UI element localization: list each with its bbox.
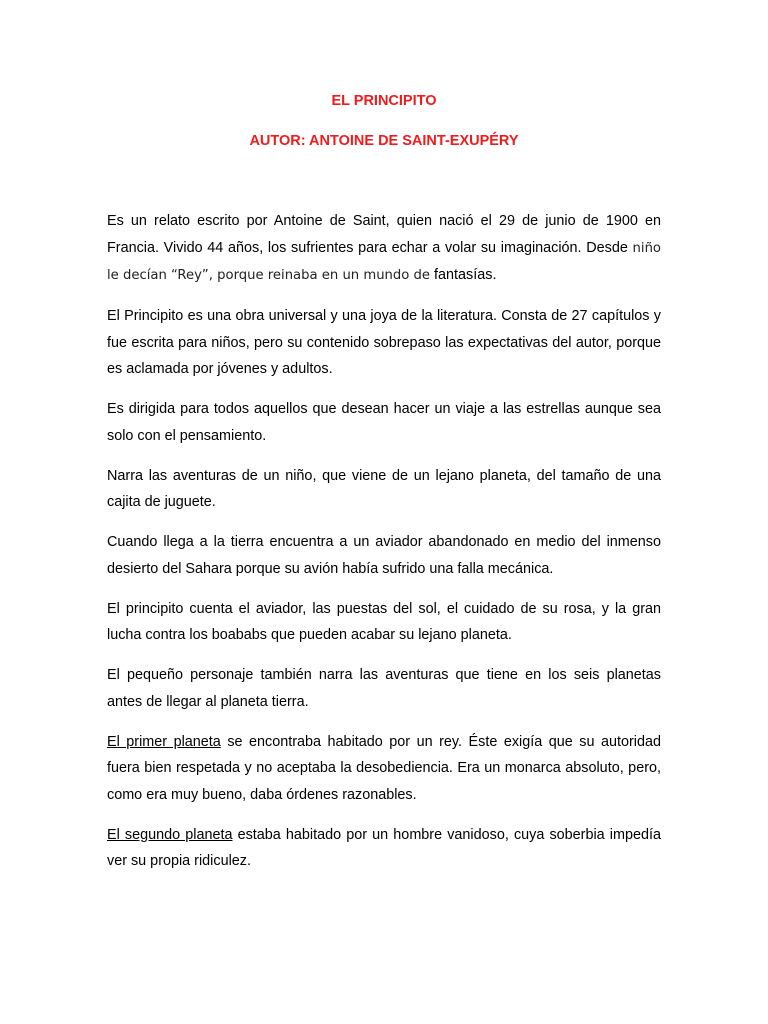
document-body [107, 208, 661, 888]
paragraph-9 [107, 822, 661, 875]
second-planet-heading: El segundo planeta [107, 826, 233, 843]
paragraph-6: El principito cuenta el aviador, las puestas del sol, el cuidado de su rosa, y la gran lucha contra los boababs que pueden acabar su lejano planeta. [107, 600, 661, 643]
paragraph-1-part-b: niño le decían “Rey”, porque reinaba en un mundo de [107, 240, 661, 283]
paragraph-2: El Principito es una obra universal y una joya de la literatura. Consta de 27 capítulos y fue escrita para niños, pero su contenido sobrepaso las expectativas del autor, porque es aclamada por jóvenes y adultos. [107, 308, 661, 377]
paragraph-7: El pequeño personaje también narra las aventuras que tiene en los seis planetas antes de llegar al planeta tierra. [107, 667, 661, 710]
paragraph-5: Cuando llega a la tierra encuentra a un aviador abandonado en medio del inmenso desierto del Sahara porque su avión había sufrido una falla mecánica. [107, 534, 661, 577]
paragraph-1 [107, 208, 661, 290]
first-planet-heading: El primer planeta [107, 733, 221, 750]
paragraph-8-text: se encontraba habitado por un rey. Éste exigía que su autoridad fuera bien respetada y no aceptaba la desobediencia. Era un monarca absoluto, pero, como era muy bueno, daba órdenes razonables. [107, 733, 662, 803]
paragraph-1-part-c: fantasías. [430, 267, 497, 283]
paragraph-1-part-a: Es un relato escrito por Antoine de Saint, quien nació el 29 de junio de 1900 en Francia. Vivido 44 años, los sufrientes para echar a volar su imaginación. Desde [107, 213, 661, 256]
document-title: EL PRINCIPITO [331, 93, 437, 109]
paragraph-4: Narra las aventuras de un niño, que viene de un lejano planeta, del tamaño de una cajita de juguete. [107, 467, 661, 510]
paragraph-8 [107, 729, 661, 809]
paragraph-9-text: estaba habitado por un hombre vanidoso, cuya soberbia impedía ver su propia ridiculez. [107, 826, 661, 869]
paragraph-3: Es dirigida para todos aquellos que desean hacer un viaje a las estrellas aunque sea solo con el pensamiento. [107, 401, 661, 444]
author-line: AUTOR: ANTOINE DE SAINT-EXUPÉRY [249, 133, 519, 149]
